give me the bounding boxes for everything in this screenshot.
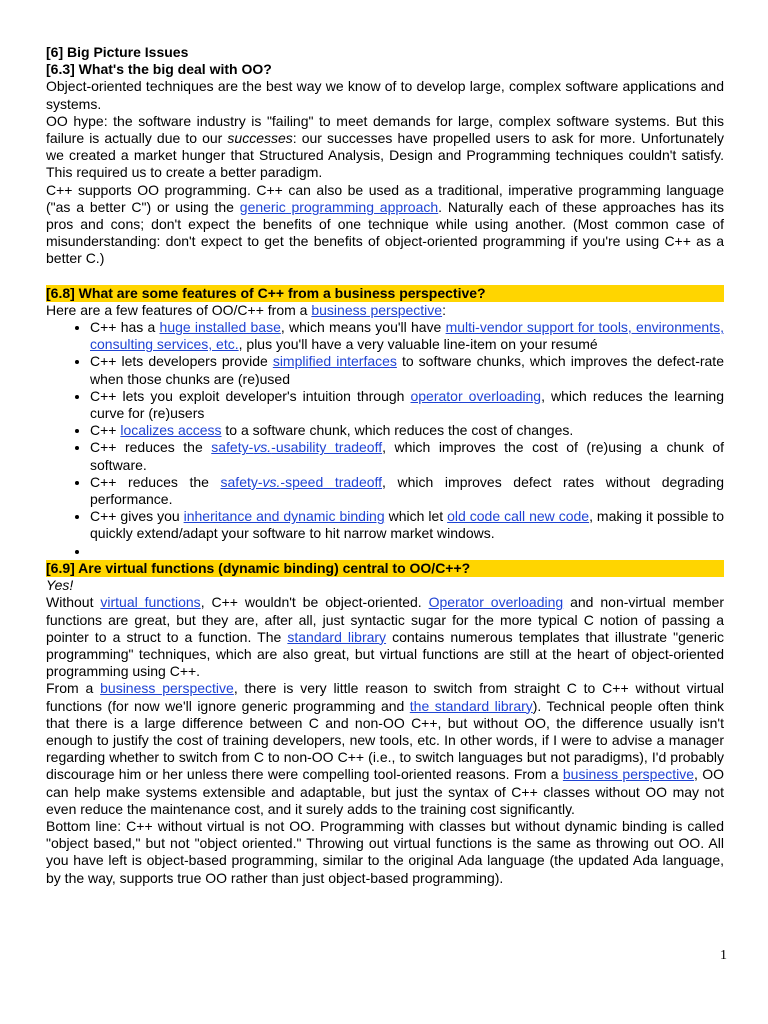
paragraph-bottom-line: Bottom line: C++ without virtual is not OO. Programming with classes but without dynamic binding is called "object based," but not "object oriented." Throwing out virtual functions is the same as throwing out OO. All you have left is object-based programming, similar to the original Ada language (the updated Ada language, by the way, supports true OO rather than just object-based programming).: [46, 817, 724, 886]
paragraph-oo-intro: Object-oriented techniques are the best way we know of to develop large, complex software applications and systems.: [46, 78, 724, 112]
safety-usability-link[interactable]: safety-vs.-usability tradeoff: [211, 439, 383, 456]
operator-overloading-link[interactable]: operator overloading: [410, 387, 542, 404]
paragraph-virtual-functions: Without virtual functions, C++ wouldn't be object-oriented. Operator overloading and non-virtual member functions are great, but they are, after all, just syntactic sugar for the more typical C notion of passing a pointer to a struct to a function. The standard library contains numerous templates that illustrate "generic programming" techniques, which are also great, but virtual functions are still at the heart of object-oriented programming using C++.: [46, 594, 724, 680]
question-heading-6-3: [6.3] What's the big deal with OO?: [46, 61, 272, 78]
list-item-empty: [90, 543, 724, 560]
business-perspective-link[interactable]: business perspective: [311, 301, 443, 318]
inheritance-binding-link[interactable]: inheritance and dynamic binding: [183, 508, 385, 525]
page-number: 1: [720, 948, 727, 963]
installed-base-link[interactable]: huge installed base: [159, 319, 281, 336]
list-item: • C++ reduces the safety-vs.-speed tradeoff, which improves defect rates without degrading performance.: [90, 474, 724, 508]
paragraph-features-intro: Here are a few features of OO/C++ from a business perspective:: [46, 301, 446, 318]
business-perspective-link-2[interactable]: business perspective: [100, 680, 234, 697]
list-item: • C++ lets developers provide simplified interfaces to software chunks, which improves the defect-rate when those chunks are (re)used: [90, 353, 724, 387]
list-item: • C++ reduces the safety-vs.-usability tradeoff, which improves the cost of (re)using a chunk of software.: [90, 439, 724, 473]
operator-overloading-link-2[interactable]: Operator overloading: [428, 594, 564, 611]
old-code-new-code-link[interactable]: old code call new code: [447, 508, 590, 525]
standard-library-link[interactable]: standard library: [287, 628, 387, 645]
the-standard-library-link[interactable]: the standard library: [409, 697, 533, 714]
virtual-functions-link[interactable]: virtual functions: [100, 594, 201, 611]
list-item: • C++ gives you inheritance and dynamic binding which let old code call new code, making it possible to quickly extend/adapt your software to hit narrow market windows.: [90, 508, 724, 542]
question-heading-6-8: [6.8] What are some features of C++ from a business perspective?: [46, 285, 724, 302]
feature-list: [46, 319, 724, 560]
localizes-access-link[interactable]: localizes access: [120, 422, 222, 439]
answer-yes: Yes!: [46, 577, 74, 594]
paragraph-business-perspective: From a business perspective, there is very little reason to switch from straight C to C++ without virtual functions (for now we'll ignore generic programming and the standard library). Technical people often think that there is a large difference between C and non-OO C++, but without OO, the difference usually isn't enough to justify the cost of training developers, new tools, etc. In other words, if I were to advise a manager regarding whether to switch from C to non-OO C++ (i.e., to switch languages but not paradigms), I'd probably discourage him or her unless there were compelling tool-oriented reasons. From a business perspective, OO can help make systems extensible and adaptable, but just the syntax of C++ classes without OO may not even reduce the maintenance cost, and it surely adds to the training cost significantly.: [46, 680, 724, 817]
multi-vendor-link[interactable]: multi-vendor support for tools, environments, consulting services, etc.: [90, 319, 724, 353]
question-heading-6-9: [6.9] Are virtual functions (dynamic binding) central to OO/C++?: [46, 560, 724, 577]
section-heading: [6] Big Picture Issues: [46, 44, 189, 60]
paragraph-cpp-supports: C++ supports OO programming. C++ can also be used as a traditional, imperative programming language ("as a better C") or using the generic programming approach. Naturally each of these approaches has its pros and cons; don't expect the benefits of one technique while using another. (Most common case of misunderstanding: don't expect to get the benefits of object-oriented programming if you're using C++ as a better C.): [46, 181, 724, 267]
list-item: • C++ lets you exploit developer's intuition through operator overloading, which reduces the learning curve for (re)users: [90, 388, 724, 422]
list-item: • C++ has a huge installed base, which means you'll have multi-vendor support for tools, environments, consulting services, etc., plus you'll have a very valuable line-item on your resumé: [90, 319, 724, 353]
paragraph-oo-hype: OO hype: the software industry is "failing" to meet demands for large, complex software systems. But this failure is actually due to our successes: our successes have propelled users to ask for more. Unfortunately we created a market hunger that Structured Analysis, Design and Programming techniques couldn't satisfy. This required us to create a better paradigm.: [46, 112, 724, 181]
simplified-interfaces-link[interactable]: simplified interfaces: [272, 353, 397, 370]
safety-speed-link[interactable]: safety-vs.-speed tradeoff: [220, 473, 383, 490]
generic-programming-link[interactable]: generic programming approach: [239, 198, 439, 215]
list-item: • C++ localizes access to a software chunk, which reduces the cost of changes.: [90, 422, 724, 439]
document-page: [46, 44, 724, 887]
business-perspective-link-3[interactable]: business perspective: [562, 766, 695, 783]
